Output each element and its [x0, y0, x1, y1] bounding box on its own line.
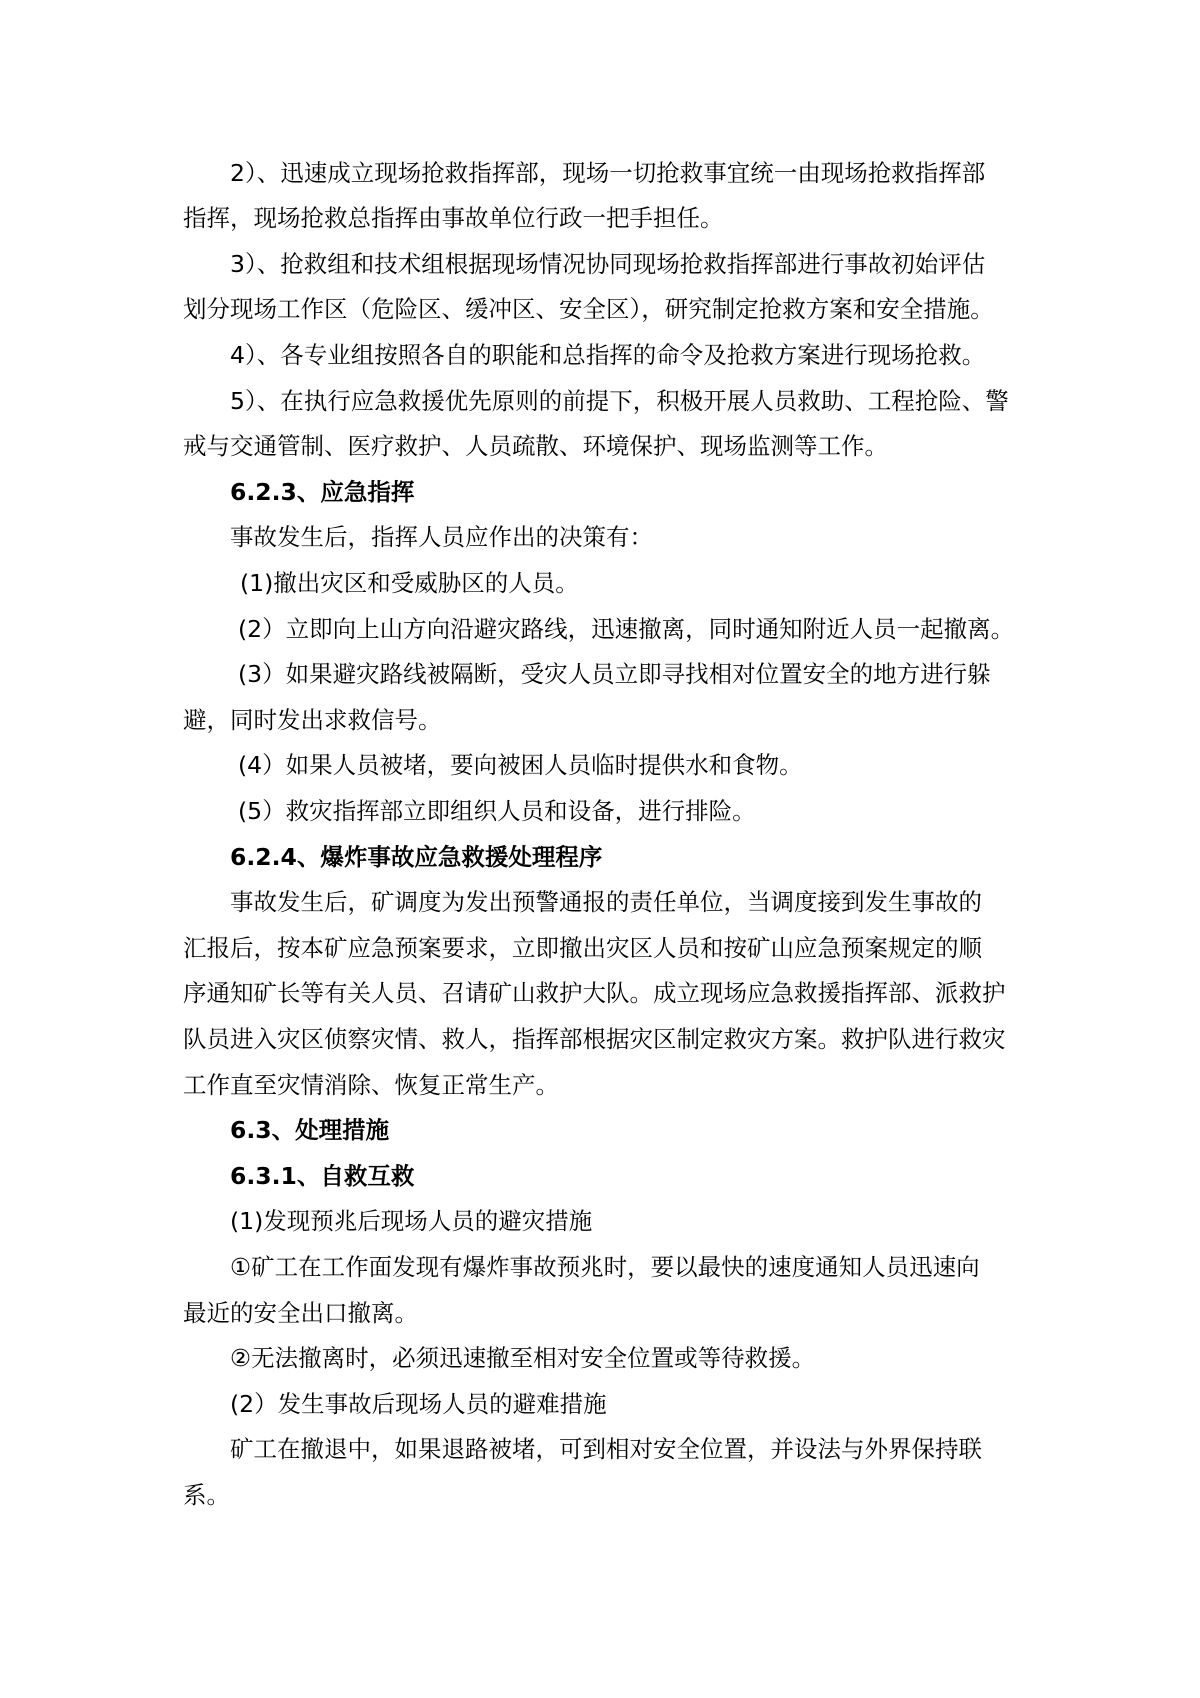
paragraph-line-7: 戒与交通管制、医疗救护、人员疏散、环境保护、现场监测等工作。	[183, 432, 888, 460]
section-heading-6-3-1: 6.3.1、自救互救	[230, 1162, 415, 1190]
sub-item-1: (1)发现预兆后现场人员的避灾措施	[230, 1207, 593, 1235]
section-heading-6-2-3: 6.2.3、应急指挥	[230, 478, 415, 506]
paragraph-line-17: 事故发生后，矿调度为发出预警通报的责任单位，当调度接到发生事故的	[230, 888, 982, 916]
section-heading-6-2-4: 6.2.4、爆炸事故应急救援处理程序	[230, 843, 603, 871]
paragraph-line-30: 系。	[183, 1481, 230, 1509]
circled-item-1: ①矿工在工作面发现有爆炸事故预兆时，要以最快的速度通知人员迅速向	[230, 1253, 980, 1281]
list-item-5: (5）救灾指挥部立即组织人员和设备，进行排险。	[238, 797, 756, 825]
paragraph-line-4: 划分现场工作区（危险区、缓冲区、安全区），研究制定抢救方案和安全措施。	[183, 295, 994, 323]
paragraph-line-3: 3）、抢救组和技术组根据现场情况协同现场抢救指挥部进行事故初始评估	[230, 250, 986, 278]
list-item-3-continued: 避，同时发出求救信号。	[183, 706, 442, 734]
list-item-4: (4）如果人员被堵，要向被困人员临时提供水和食物。	[238, 751, 803, 779]
paragraph-line-20: 队员进入灾区侦察灾情、救人，指挥部根据灾区制定救灾方案。救护队进行救灾	[183, 1025, 1006, 1053]
list-item-2: (2）立即向上山方向沿避灾路线，迅速撤离，同时通知附近人员一起撤离。	[238, 615, 1015, 643]
paragraph-line-29: 矿工在撤退中，如果退路被堵，可到相对安全位置，并设法与外界保持联	[230, 1435, 982, 1463]
paragraph-line-2: 指挥，现场抢救总指挥由事故单位行政一把手担任。	[183, 204, 724, 232]
list-item-3: (3）如果避灾路线被隔断，受灾人员立即寻找相对位置安全的地方进行躲	[238, 660, 991, 688]
paragraph-line-6: 5）、在执行应急救援优先原则的前提下，积极开展人员救助、工程抢险、警	[230, 387, 1009, 415]
paragraph-line-18: 汇报后，按本矿应急预案要求，立即撤出灾区人员和按矿山应急预案规定的顺	[183, 934, 982, 962]
paragraph-line-5: 4）、各专业组按照各自的职能和总指挥的命令及抢救方案进行现场抢救。	[230, 341, 986, 369]
paragraph-line-1: 2）、迅速成立现场抢救指挥部，现场一切抢救事宜统一由现场抢救指挥部	[230, 159, 986, 187]
paragraph-line-19: 序通知矿长等有关人员、召请矿山救护大队。成立现场应急救援指挥部、派救护	[183, 979, 1006, 1007]
sub-item-2: (2）发生事故后现场人员的避难措施	[230, 1390, 607, 1418]
circled-item-2: ②无法撤离时，必须迅速撤至相对安全位置或等待救援。	[230, 1344, 816, 1372]
paragraph-line-9: 事故发生后，指挥人员应作出的决策有：	[230, 523, 653, 551]
section-heading-6-3: 6.3、处理措施	[230, 1116, 390, 1144]
paragraph-line-21: 工作直至灾情消除、恢复正常生产。	[183, 1071, 559, 1099]
circled-item-1-continued: 最近的安全出口撤离。	[183, 1299, 418, 1327]
list-item-1: (1)撤出灾区和受威胁区的人员。	[240, 569, 579, 597]
